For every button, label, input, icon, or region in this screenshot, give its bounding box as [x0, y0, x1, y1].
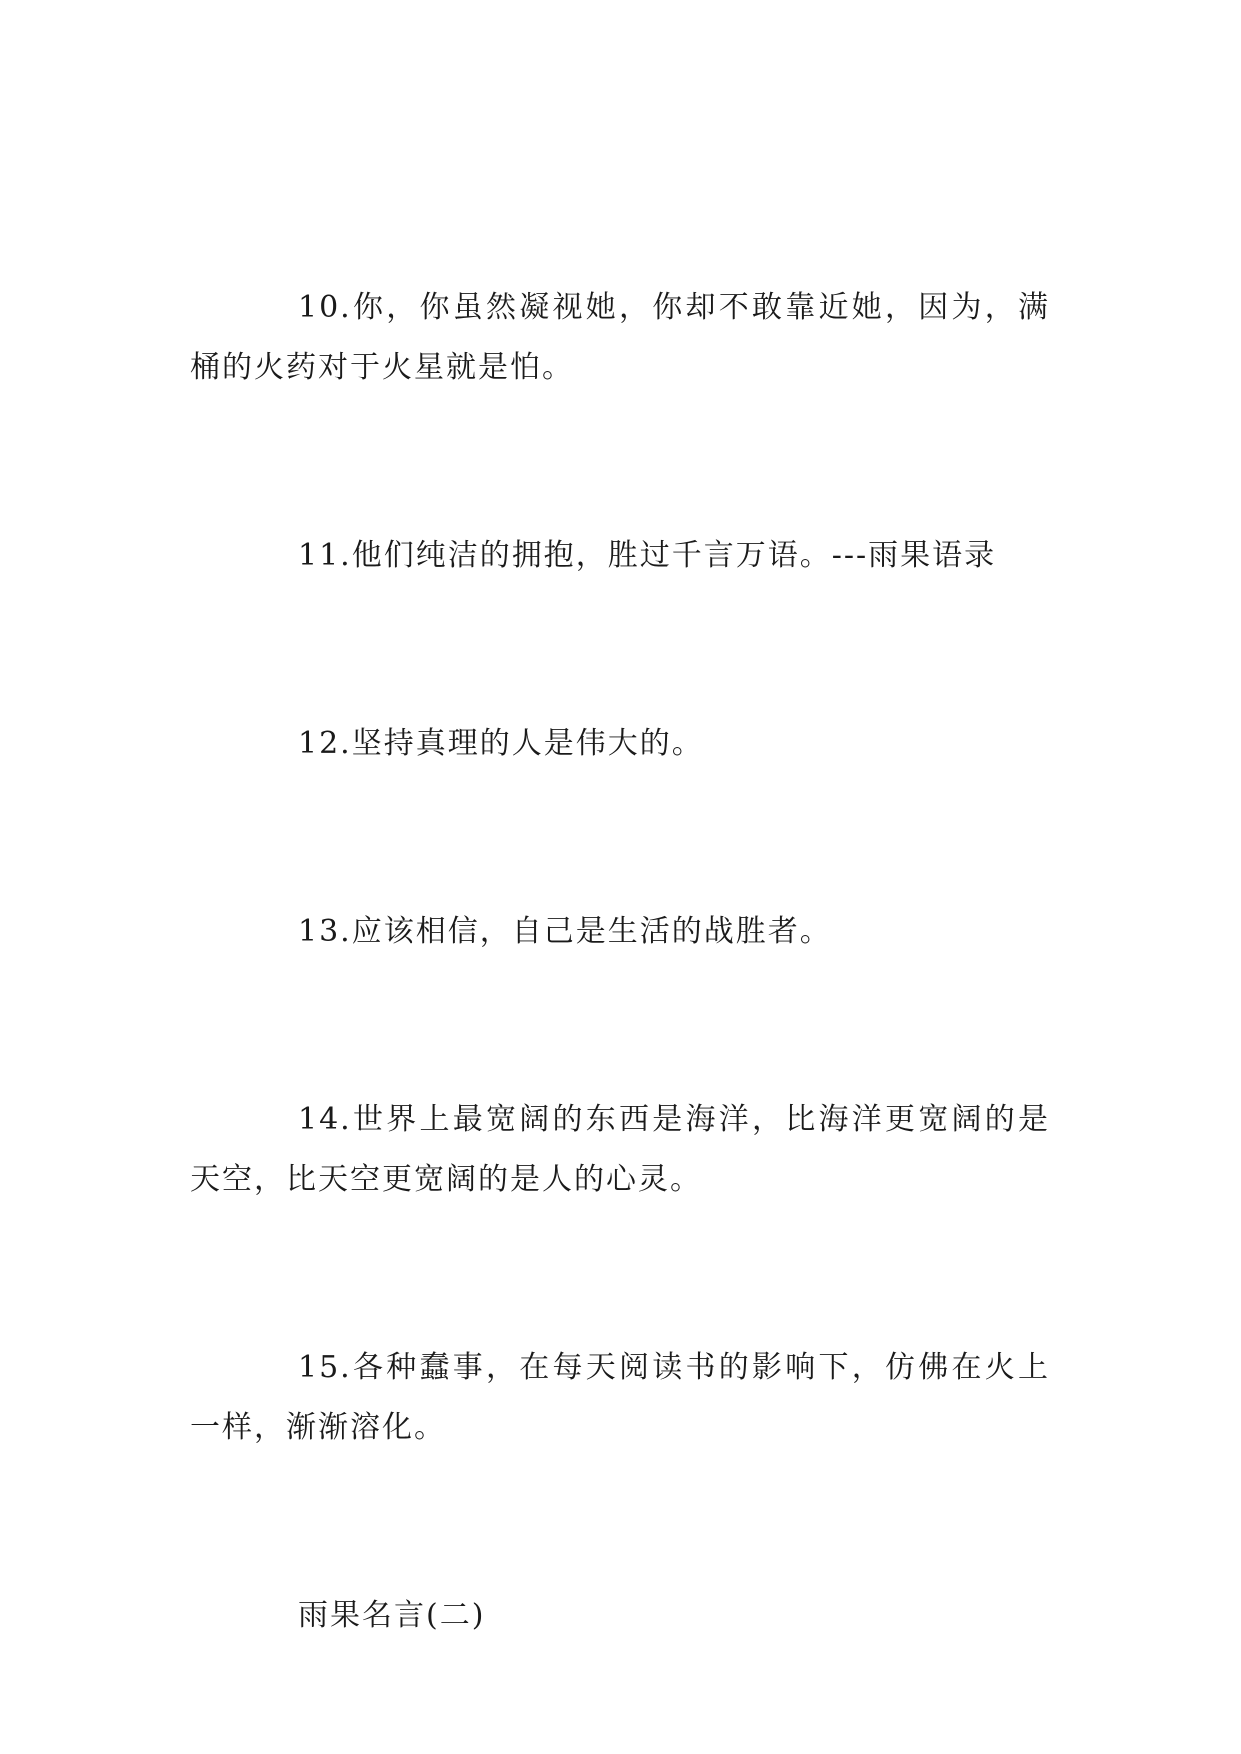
- document-body: [190, 278, 1050, 1646]
- quote-paragraph-12: 12.坚持真理的人是伟大的。: [298, 726, 704, 761]
- section-heading: 雨果名言(二): [298, 1598, 486, 1633]
- quote-paragraph-14: 14.世界上最宽阔的东西是海洋，比海洋更宽阔的是天空，比天空更宽阔的是人的心灵。: [190, 1102, 1050, 1197]
- quote-paragraph-10: 10.你，你虽然凝视她，你却不敢靠近她，因为，满桶的火药对于火星就是怕。: [190, 290, 1050, 385]
- quote-paragraph-11: 11.他们纯洁的拥抱，胜过千言万语。---雨果语录: [298, 538, 997, 573]
- quote-paragraph-13: 13.应该相信，自己是生活的战胜者。: [298, 914, 832, 949]
- quote-paragraph-15: 15.各种蠢事，在每天阅读书的影响下，仿佛在火上一样，渐渐溶化。: [190, 1350, 1050, 1445]
